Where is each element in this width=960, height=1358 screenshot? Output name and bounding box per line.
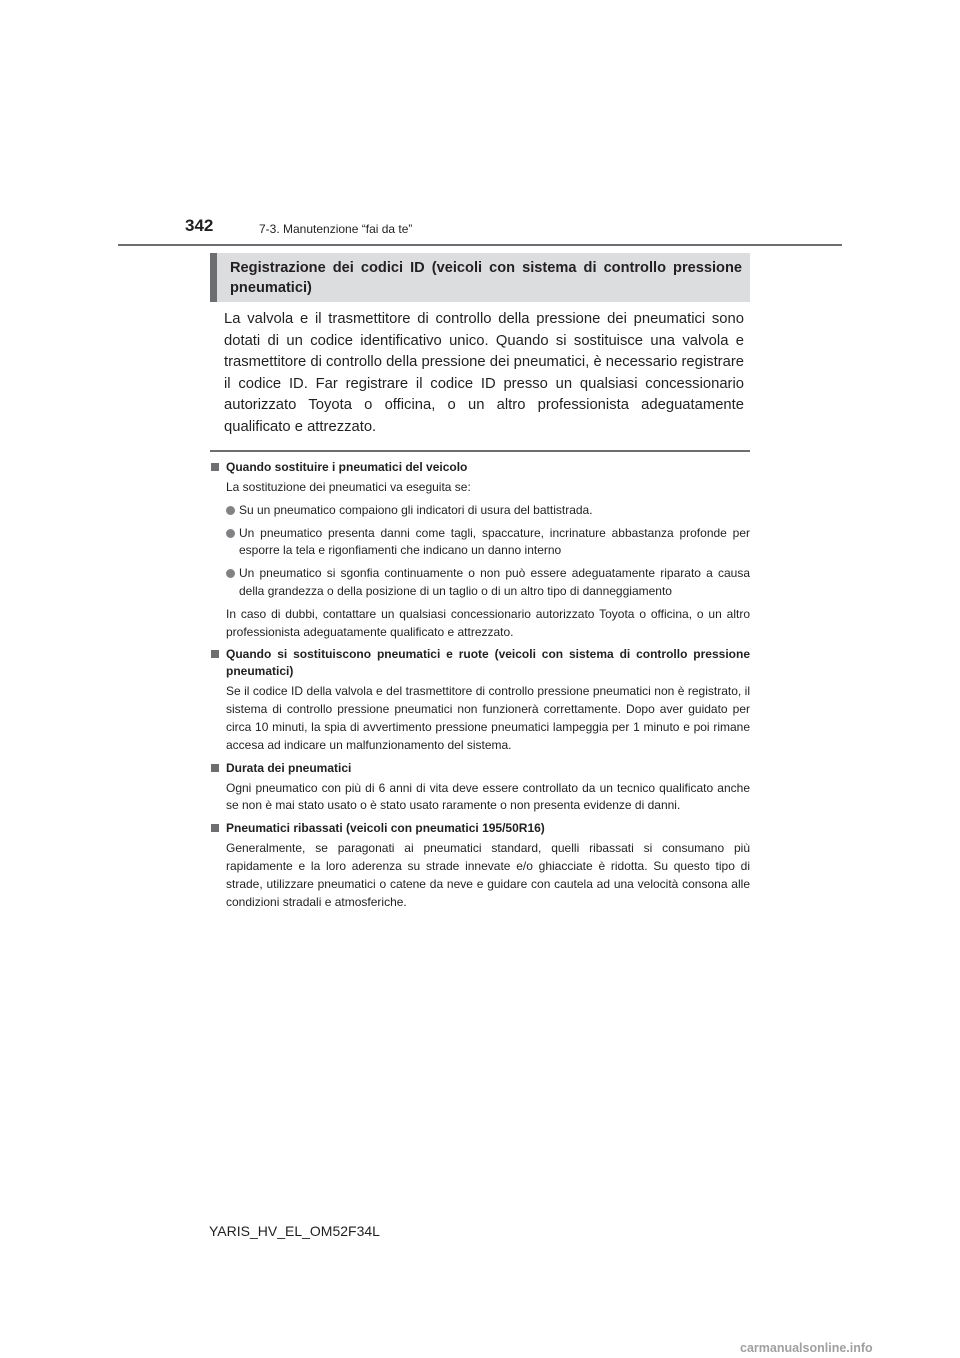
note-heading-text: Durata dei pneumatici	[226, 760, 352, 775]
note-text: In caso di dubbi, contattare un qualsiasi concessionario autorizzato Toyota o officina, o un altro professionista adeguatamente qualificato e attrezzato.	[226, 606, 750, 639]
list-item	[226, 565, 750, 601]
circle-bullet-icon	[226, 506, 235, 515]
note-tire-life	[210, 760, 750, 816]
list-item-text: Un pneumatico presenta danni come tagli, spaccature, incrinature abbastanza profonde per esporre la tela e rigonfiamenti che indicano un danno interno	[239, 525, 750, 558]
note-text: La sostituzione dei pneumatici va eseguita se:	[226, 480, 471, 494]
note-heading-text: Quando sostituire i pneumatici del veicolo	[226, 460, 468, 474]
circle-bullet-icon	[226, 529, 235, 538]
note-low-profile-tires	[210, 820, 750, 911]
watermark: carmanualsonline.info	[740, 1341, 873, 1355]
note-tire-replacement	[210, 459, 750, 641]
note-heading	[210, 646, 750, 680]
square-bullet-icon	[211, 650, 219, 658]
breadcrumb: 7-3. Manutenzione “fai da te”	[259, 222, 413, 236]
square-bullet-icon	[211, 764, 219, 772]
note-text: Ogni pneumatico con più di 6 anni di vita deve essere controllato da un tecnico qualificato anche se non è mai stato usato o è stato usato raramente o non presenta evidenze di danni.	[226, 780, 750, 813]
note-tire-wheel-replacement	[210, 646, 750, 754]
note-heading-text: Pneumatici ribassati (veicoli con pneumatici 195/50R16)	[226, 821, 545, 836]
notes-list	[210, 459, 750, 916]
list-item	[226, 525, 750, 561]
note-heading	[210, 820, 750, 837]
list-item-text: Un pneumatico si sgonfia continuamente o non può essere adeguatamente riparato a causa della grandezza o della posizione di un taglio o di un altro tipo di danneggiamento	[239, 566, 750, 598]
note-heading	[210, 459, 750, 476]
header-divider	[118, 244, 842, 246]
list-item-text: Su un pneumatico compaiono gli indicatori di usura del battistrada.	[239, 502, 593, 517]
circle-bullet-icon	[226, 569, 235, 578]
note-text: Generalmente, se paragonati ai pneumatici standard, quelli ribassati si consumano più rapidamente e la loro aderenza su strade innevate e/o ghiacciate è ridotta. Su questo tipo di strade, utilizzare pneumatici o catene da neve e guidare con cautela ad una velocità consona alle condizioni stradali e atmosferiche.	[226, 841, 750, 909]
page-number: 342	[185, 216, 214, 235]
section-title: Registrazione dei codici ID (veicoli con sistema di controllo pressione pneumatici)	[230, 260, 742, 296]
note-heading	[210, 760, 750, 777]
square-bullet-icon	[211, 824, 219, 832]
section-divider	[210, 450, 750, 452]
document-code: YARIS_HV_EL_OM52F34L	[209, 1223, 380, 1239]
note-heading-text: Quando si sostituiscono pneumatici e ruote (veicoli con sistema di controllo pressione pneumatici)	[226, 647, 750, 679]
note-text: Se il codice ID della valvola e del trasmettitore di controllo pressione pneumatici non è registrato, il sistema di controllo pressione pneumatici non funzionerà correttamente. Dopo aver guidato per circa 10 minuti, la spia di avvertimento pressione pneumatici lampeggia per 1 minuto e poi rimane accesa ad indicare un malfunzionamento del sistema.	[226, 684, 750, 752]
section-title-bar	[210, 253, 217, 302]
list-item	[226, 502, 750, 520]
section-title-box	[210, 253, 750, 302]
section-intro: La valvola e il trasmettitore di controllo della pressione dei pneumatici sono dotati di un codice identificativo unico. Quando si sostituisce una valvola e trasmettitore di controllo della pressione dei pneumatici, è necessario registrare il codice ID. Far registrare il codice ID presso un qualsiasi concessionario autorizzato Toyota o officina, o un altro professionista adeguatamente qualificato e attrezzato.	[224, 311, 744, 435]
square-bullet-icon	[211, 463, 219, 471]
